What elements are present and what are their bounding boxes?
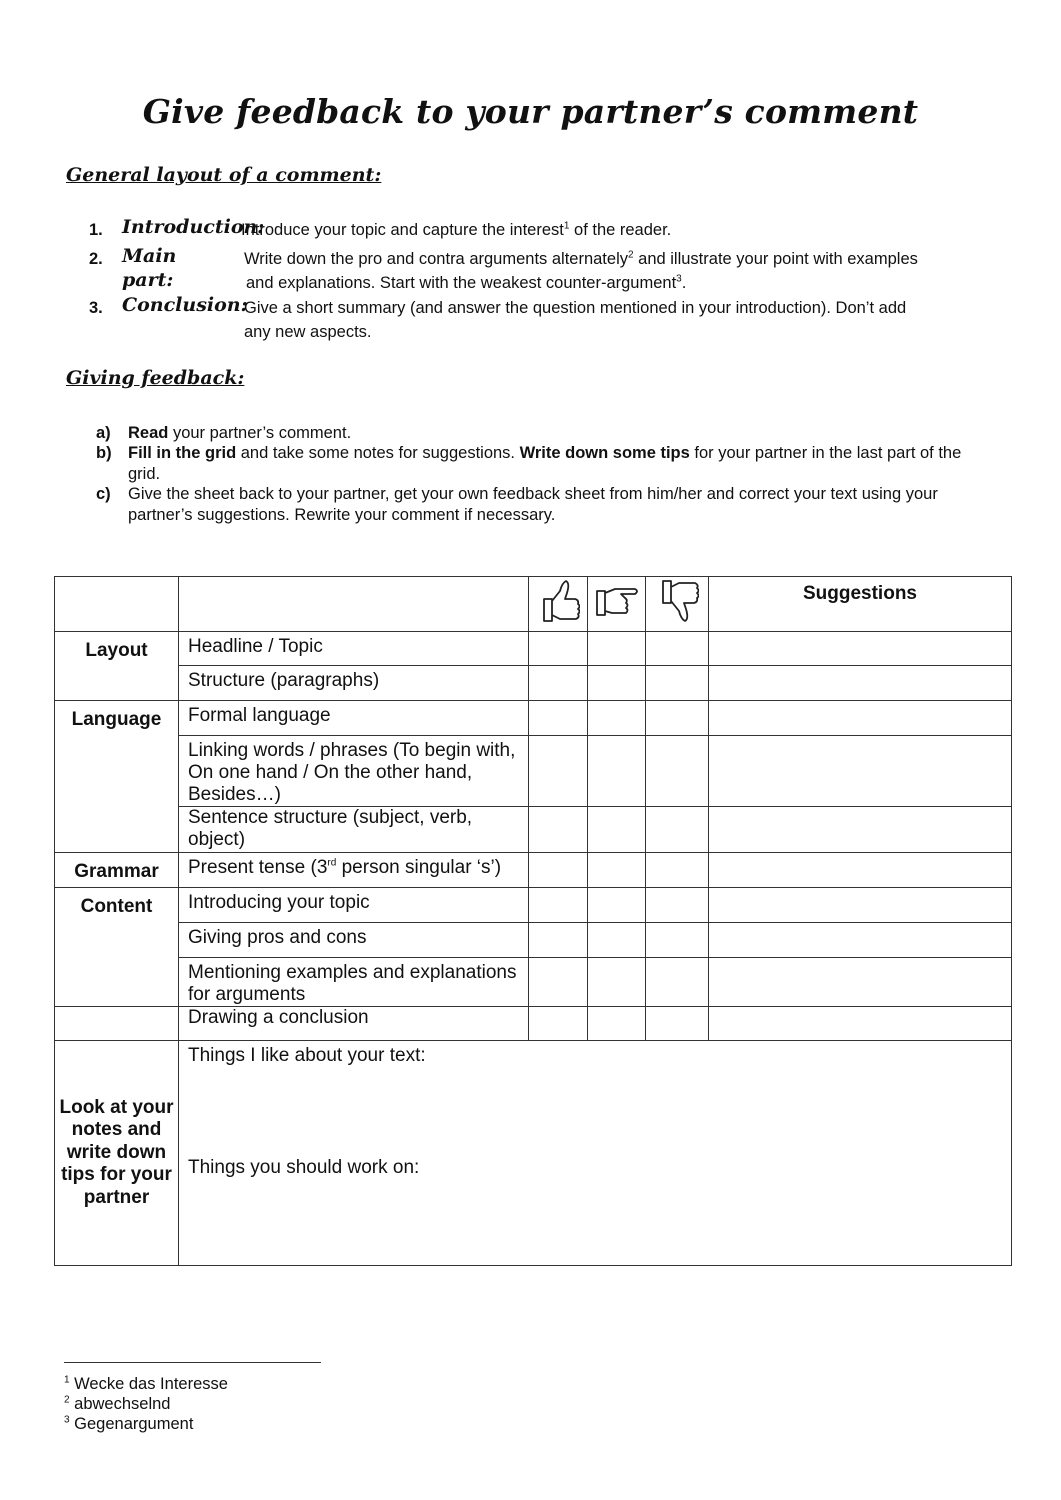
- criterion: Sentence structure (subject, verb, object): [179, 807, 529, 853]
- likes-label: Things I like about your text:: [188, 1045, 426, 1066]
- criterion: Headline / Topic: [179, 632, 529, 666]
- category-content: Content: [55, 888, 179, 1007]
- rating-cell[interactable]: [646, 958, 709, 1007]
- category-layout: Layout: [55, 632, 179, 701]
- rating-cell[interactable]: [529, 736, 588, 807]
- rating-cell[interactable]: [529, 1007, 588, 1041]
- criterion: Giving pros and cons: [179, 923, 529, 958]
- criterion: Linking words / phrases (To begin with, On one hand / On the other hand, Besides…): [179, 736, 529, 807]
- layout-item-term: Conclusion:: [122, 294, 248, 316]
- work-on-label: Things you should work on:: [188, 1157, 420, 1178]
- rating-cell[interactable]: [646, 701, 709, 736]
- thumbs-sideways-icon: [588, 577, 646, 632]
- rating-cell[interactable]: [646, 666, 709, 701]
- giving-feedback-heading: Giving feedback:: [66, 367, 245, 389]
- grid-row: [55, 807, 1012, 853]
- suggestion-cell[interactable]: [709, 701, 1012, 736]
- layout-item-text: Write down the pro and contra arguments alternately$^2$ and illustrate your point with examples: [244, 249, 918, 268]
- suggestion-cell[interactable]: [709, 923, 1012, 958]
- suggestion-cell[interactable]: [709, 1007, 1012, 1041]
- criterion: Present tense (3rd person singular ‘s’): [179, 853, 529, 888]
- tips-row: [55, 1041, 1012, 1266]
- tips-area[interactable]: [179, 1041, 1012, 1266]
- criterion: Drawing a conclusion: [179, 1007, 529, 1041]
- thumbs-down-icon: [646, 577, 709, 632]
- footnote: $^1$ Wecke das Interesse: [64, 1374, 228, 1393]
- category-empty: [55, 1007, 179, 1041]
- rating-cell[interactable]: [646, 807, 709, 853]
- suggestion-cell[interactable]: [709, 666, 1012, 701]
- layout-item-text-line2: any new aspects.: [244, 323, 372, 341]
- category-language: Language: [55, 701, 179, 853]
- rating-cell[interactable]: [588, 736, 646, 807]
- rating-cell[interactable]: [529, 807, 588, 853]
- category-grammar: Grammar: [55, 853, 179, 888]
- layout-item-term: Main part:: [122, 245, 177, 291]
- criterion: Formal language: [179, 701, 529, 736]
- feedback-step-text: Fill in the grid and take some notes for suggestions. Write down some tips for your partner in the last part of the grid.: [128, 444, 962, 483]
- criterion: Mentioning examples and explanations for arguments: [179, 958, 529, 1007]
- rating-cell[interactable]: [646, 853, 709, 888]
- rating-cell[interactable]: [529, 853, 588, 888]
- rating-cell[interactable]: [646, 1007, 709, 1041]
- grid-row: [55, 736, 1012, 807]
- grid-row: [55, 923, 1012, 958]
- rating-cell[interactable]: [646, 923, 709, 958]
- suggestion-cell[interactable]: [709, 958, 1012, 1007]
- grid-row: [55, 666, 1012, 701]
- layout-item-number: 2.: [89, 250, 103, 268]
- layout-item-text: Introduce your topic and capture the interest$^1$ of the reader.: [241, 220, 672, 239]
- rating-cell[interactable]: [588, 958, 646, 1007]
- grid-row: [55, 632, 1012, 666]
- rating-cell[interactable]: [529, 701, 588, 736]
- criterion: Introducing your topic: [179, 888, 529, 923]
- grid-row: [55, 853, 1012, 888]
- grid-row: [55, 701, 1012, 736]
- suggestion-cell[interactable]: [709, 807, 1012, 853]
- layout-item-number: 1.: [89, 221, 103, 239]
- suggestion-cell[interactable]: [709, 632, 1012, 666]
- rating-cell[interactable]: [646, 888, 709, 923]
- rating-cell[interactable]: [529, 958, 588, 1007]
- rating-cell[interactable]: [646, 632, 709, 666]
- feedback-step-letter: b): [96, 444, 112, 462]
- rating-cell[interactable]: [588, 632, 646, 666]
- rating-cell[interactable]: [588, 701, 646, 736]
- rating-cell[interactable]: [588, 923, 646, 958]
- grid-header-empty: [55, 577, 179, 632]
- page-title: Give feedback to your partner’s comment: [142, 92, 919, 131]
- footnote: $^3$ Gegenargument: [64, 1414, 194, 1433]
- feedback-step-text: Give the sheet back to your partner, get your own feedback sheet from him/her and correct your text using your partner’s suggestions. Rewrite your comment if necessary.: [128, 485, 938, 524]
- rating-cell[interactable]: [588, 888, 646, 923]
- footnote: $^2$ abwechselnd: [64, 1394, 171, 1413]
- grid-row: [55, 888, 1012, 923]
- rating-cell[interactable]: [588, 666, 646, 701]
- suggestion-cell[interactable]: [709, 736, 1012, 807]
- rating-cell[interactable]: [529, 923, 588, 958]
- rating-cell[interactable]: [529, 888, 588, 923]
- layout-item-term: Introduction:: [122, 216, 265, 238]
- rating-cell[interactable]: [588, 853, 646, 888]
- suggestion-cell[interactable]: [709, 853, 1012, 888]
- layout-item-text: Give a short summary (and answer the question mentioned in your introduction). Don’t add: [244, 299, 907, 317]
- grid-row: [55, 958, 1012, 1007]
- general-layout-heading: General layout of a comment:: [66, 164, 382, 186]
- feedback-step-text: Read your partner’s comment.: [128, 424, 352, 442]
- rating-cell[interactable]: [529, 666, 588, 701]
- tips-label: Look at your notes and write down tips for your partner: [55, 1041, 179, 1266]
- layout-item-text-line2: and explanations. Start with the weakest counter-argument$^3$.: [246, 273, 687, 292]
- grid-header-row: [55, 577, 1012, 632]
- criterion: Structure (paragraphs): [179, 666, 529, 701]
- feedback-grid: [54, 576, 1012, 1266]
- footnote-divider: [64, 1362, 321, 1363]
- rating-cell[interactable]: [646, 736, 709, 807]
- grid-row: [55, 1007, 1012, 1041]
- layout-item-number: 3.: [89, 299, 103, 317]
- thumbs-up-icon: [529, 577, 588, 632]
- rating-cell[interactable]: [529, 632, 588, 666]
- rating-cell[interactable]: [588, 807, 646, 853]
- feedback-step-letter: c): [96, 485, 111, 503]
- suggestion-cell[interactable]: [709, 888, 1012, 923]
- grid-header-empty: [179, 577, 529, 632]
- rating-cell[interactable]: [588, 1007, 646, 1041]
- suggestions-header: Suggestions: [709, 577, 1012, 632]
- feedback-step-letter: a): [96, 424, 111, 442]
